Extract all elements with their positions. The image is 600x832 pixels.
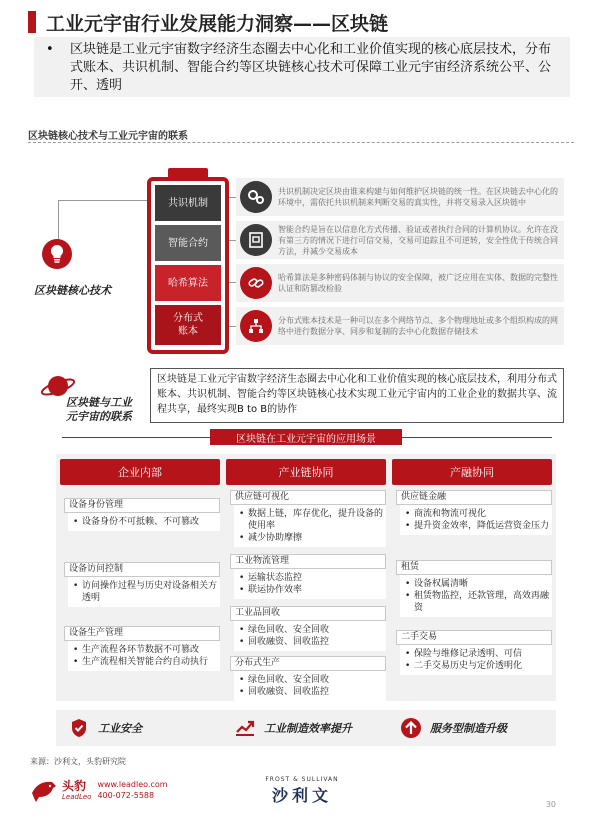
leopard-logo-icon (30, 777, 58, 803)
tech-text-ledger: 分布式账本技术是一种可以在多个网络节点、多个物理地址或多个组织构成的网络中进行数据分享、同步和复制的去中心化数据存储技术 (278, 316, 558, 336)
scene-group (230, 490, 386, 547)
scene-group (396, 490, 552, 535)
battery-diagram (147, 177, 229, 354)
lightbulb-icon (42, 239, 72, 269)
scene-group (396, 560, 552, 617)
network-node-icon (240, 310, 272, 342)
scene-bullet: • 生产流程相关智能合约自动执行 (72, 656, 218, 668)
fs-cn-text: 沙利文 (271, 786, 332, 805)
scene-group (230, 606, 386, 651)
frost-sullivan-logo (246, 776, 358, 806)
battery-cell-contract: 智能合约 (155, 225, 221, 261)
scene-bullet: • 运输状态监控 (238, 572, 384, 584)
conclusion-box: 区块链是工业元宇宙数字经济生态圈去中心化和工业价值实现的核心底层技术，利用分布式账本、共识机制、智能合约等区块链核心技术实现工业元宇宙内的工业企业的数据共享、流程共享，最终实现B to B的协作 (150, 368, 564, 423)
chain-link-icon (240, 267, 272, 299)
scene-bullet: • 数据上链，库存优化，提升设备的使用率 (238, 508, 384, 532)
title-accent-bar (28, 11, 36, 33)
scene-group-title: 设备身份管理 (64, 498, 220, 513)
scene-bullet: • 生产流程各环节数据不可篡改 (72, 644, 218, 656)
connector-line (58, 200, 148, 240)
footer-card-efficiency (222, 710, 390, 746)
scene-bullet: • 租赁物监控，还款管理，高效再融资 (404, 590, 550, 614)
scene-bullet: • 联运协作效率 (238, 584, 384, 596)
scene-group (64, 562, 220, 607)
section-divider (28, 142, 574, 143)
logo-cn-text: 头豹 (62, 778, 87, 793)
scene-bullet: • 回收融资、回收监控 (238, 636, 384, 648)
scene-group (64, 626, 220, 671)
scene-bullet: • 提升资金效率，降低运营资金压力 (404, 520, 550, 532)
tech-text-consensus: 共识机制决定区块由谁来构建与如何维护区块链的统一性。在区块链去中心化的环境中，需依托共识机制来判断交易的真实性，并将交易录入区块链中 (278, 187, 558, 207)
gear-cluster-icon (240, 181, 272, 213)
tech-row-contract (236, 221, 564, 259)
logo-phone: 400-072-5588 (97, 791, 155, 800)
leadleo-logo (30, 773, 180, 807)
battery-cell-hash: 哈希算法 (155, 265, 221, 301)
column-industry-finance (388, 454, 556, 701)
core-tech-label: 区块链核心技术 (34, 284, 111, 297)
scene-bullet: • 二手交易历史与定价透明化 (404, 660, 550, 672)
scene-group-title: 分布式生产 (230, 656, 386, 671)
scene-bullet: • 设备权属清晰 (404, 578, 550, 590)
logo-website[interactable]: www.leadleo.com (97, 780, 168, 789)
meta-relation-label: 区块链与工业 元宇宙的联系 (66, 396, 132, 423)
column-enterprise (56, 454, 224, 701)
scene-group-title: 供应链可视化 (230, 490, 386, 505)
scene-group-title: 工业品回收 (230, 606, 386, 621)
scene-group-title: 租赁 (396, 560, 552, 575)
page-title: 工业元宇宙行业发展能力洞察——区块链 (46, 12, 389, 35)
column-head: 企业内部 (60, 459, 220, 485)
scene-group-title: 二手交易 (396, 630, 552, 645)
footer-label: 工业安全 (98, 722, 142, 735)
logo-en-text: LeadLeo (62, 792, 92, 801)
top-bar (0, 0, 600, 8)
summary-bullet: • (46, 42, 54, 57)
tech-text-contract: 智能合约是旨在以信息化方式传播、验证或者执行合同的计算机协议。允许在没有第三方的情况下进行可信交易，交易可追踪且不可逆转，安全性优于传统合同方法，并减少交易成本 (278, 224, 558, 256)
scene-bullet: • 访问操作过程与历史对设备相关方透明 (72, 580, 218, 604)
footer-label: 服务型制造升级 (430, 722, 507, 735)
tech-text-hash: 哈希算法是多种密码体制与协议的安全保障，被广泛应用在实体、数据的完整性认证和防篡改检验 (278, 273, 558, 293)
contract-icon (240, 224, 272, 256)
section-label: 区块链核心技术与工业元宇宙的联系 (28, 131, 188, 142)
scene-group (230, 656, 386, 701)
scene-bullet: • 减少协助摩擦 (238, 532, 384, 544)
scene-group (396, 630, 552, 675)
footer-card-service (388, 710, 556, 746)
scene-group (64, 498, 220, 531)
scene-bullet: • 商流和物流可视化 (404, 508, 550, 520)
scene-bullet: • 保险与维修记录透明、可信 (404, 648, 550, 660)
battery-cell-ledger: 分布式 账本 (155, 305, 221, 345)
scenes-band: 区块链在工业元宇宙的应用场景 (210, 429, 402, 445)
column-head: 产业链协同 (226, 459, 386, 485)
scene-bullet: • 设备身份不可抵赖、不可篡改 (72, 516, 218, 528)
trend-up-icon (234, 717, 256, 739)
title-row (28, 8, 388, 36)
arrow-up-circle-icon (400, 717, 422, 739)
scene-group-title: 工业物流管理 (230, 554, 386, 569)
page-number: 30 (545, 800, 556, 809)
tech-row-consensus (236, 178, 564, 216)
scene-bullet: • 绿色回收、安全回收 (238, 624, 384, 636)
column-industry-chain (222, 454, 390, 701)
column-head: 产融协同 (392, 459, 552, 485)
scene-group-title: 设备访问控制 (64, 562, 220, 577)
summary-box (34, 37, 570, 97)
scene-group-title: 设备生产管理 (64, 626, 220, 641)
scene-group (230, 554, 386, 599)
footer-label: 工业制造效率提升 (264, 722, 352, 735)
scene-bullet: • 回收融资、回收监控 (238, 686, 384, 698)
scene-bullet: • 绿色回收、安全回收 (238, 674, 384, 686)
summary-text: 区块链是工业元宇宙数字经济生态圈去中心化和工业价值实现的核心底层技术，分布式账本、共识机制、智能合约等区块链核心技术可保障工业元宇宙经济系统公平、公开、透明 (70, 42, 552, 93)
fs-en-text: FROST & SULLIVAN (265, 776, 339, 783)
battery-cell-consensus: 共识机制 (155, 185, 221, 221)
tech-row-hash (236, 264, 564, 302)
footer-card-safety (56, 710, 224, 746)
scene-group-title: 供应链金融 (396, 490, 552, 505)
tech-row-ledger (236, 307, 564, 345)
shield-check-icon (68, 717, 90, 739)
source-note: 来源：沙利文，头豹研究院 (30, 757, 126, 766)
